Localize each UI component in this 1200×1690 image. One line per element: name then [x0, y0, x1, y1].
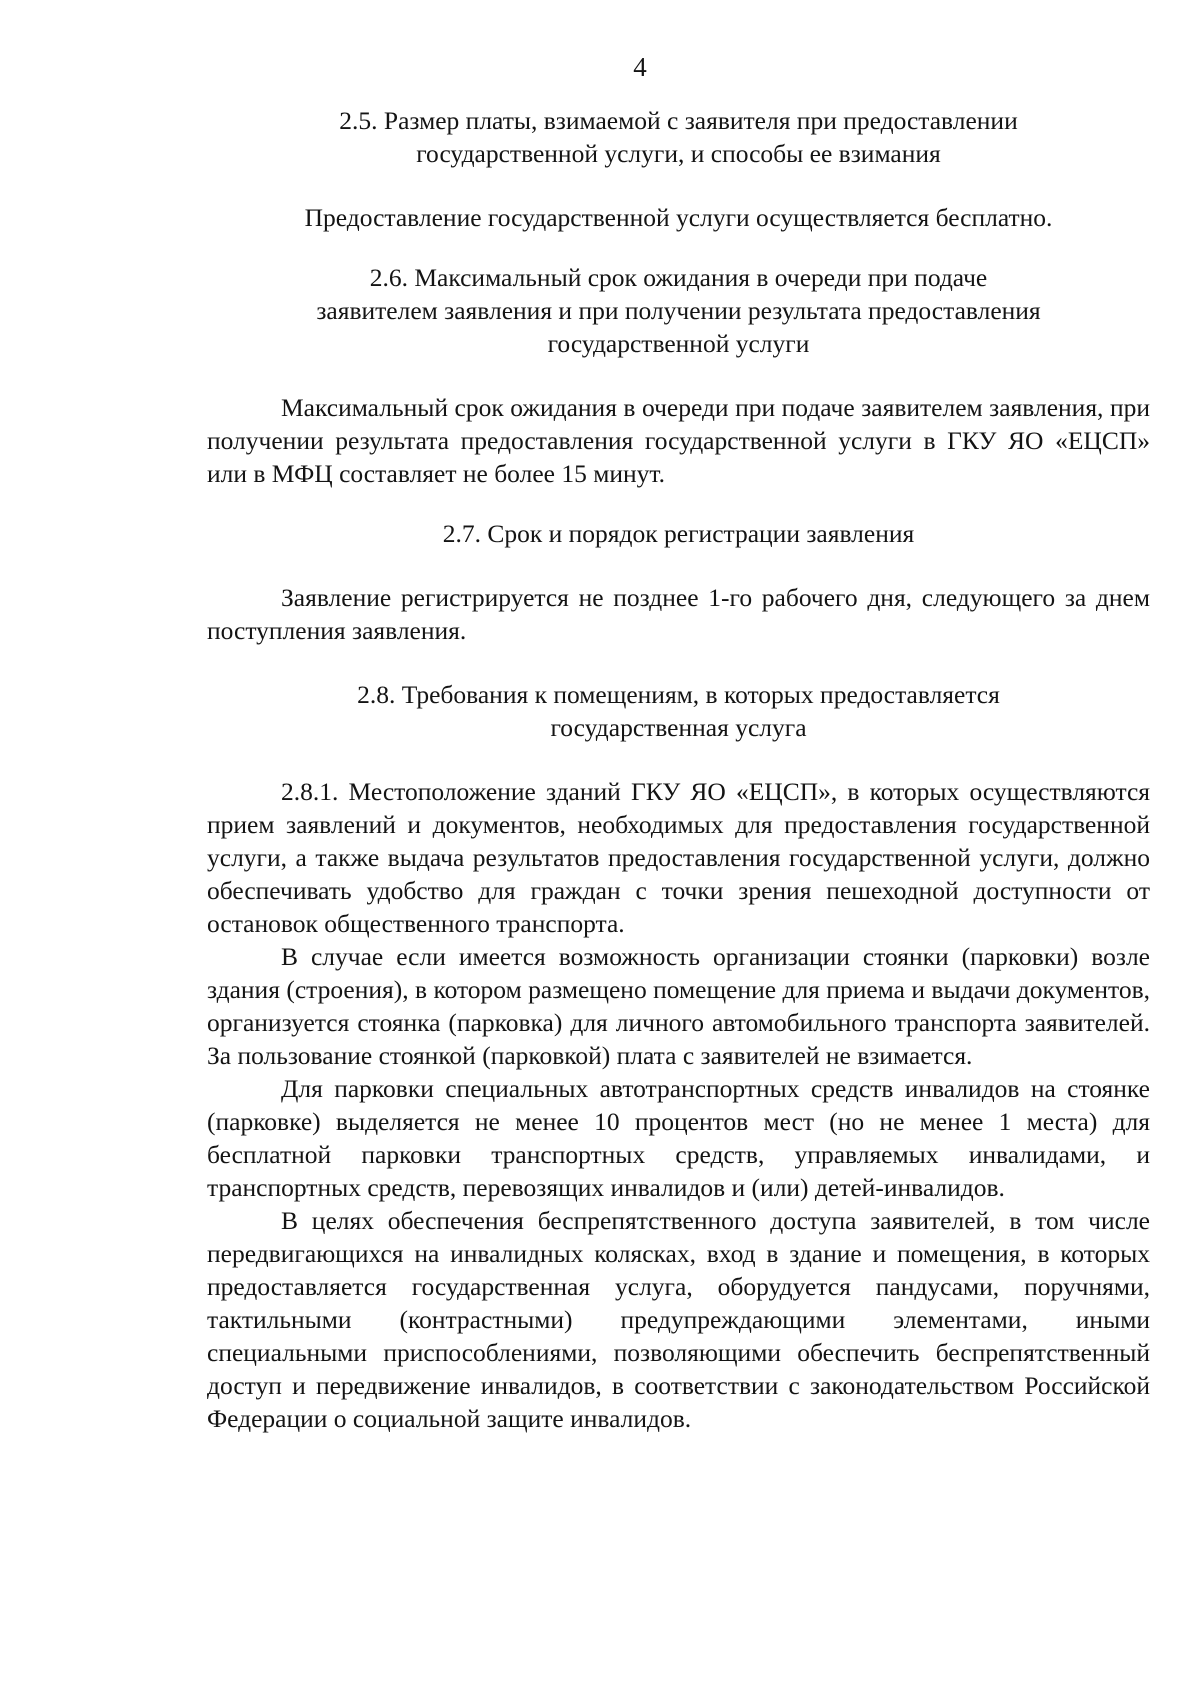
heading-line: заявителем заявления и при получении результата предоставления [316, 296, 1041, 325]
document-body [207, 104, 1150, 1435]
heading-line: 2.7. Срок и порядок регистрации заявления [442, 519, 915, 548]
paragraph-parking: В случае если имеется возможность организации стоянки (парковки) возле здания (строения), в котором размещено помещение для приема и выдачи документов, организуется стоянка (парковка) для личного автомобильного транспорта заявителей. За пользование стоянкой (парковкой) плата с заявителей не взимается. [207, 942, 1150, 1070]
section-heading-2-7 [207, 517, 1150, 550]
section-heading-2-5 [207, 104, 1150, 170]
heading-line: 2.5. Размер платы, взимаемой с заявителя при предоставлении [339, 106, 1018, 135]
paragraph-accessibility: В целях обеспечения беспрепятственного доступа заявителей, в том числе передвигающихся на инвалидных колясках, вход в здание и помещения, в которых предоставляется государственная услуга, оборудуется пандусами, поручнями, тактильными (контрастными) предупреждающими элементами, иными специальными приспособлениями, позволяющими обеспечить беспрепятственный доступ и передвижение инвалидов, в соответствии с законодательством Российской Федерации о социальной защите инвалидов. [207, 1206, 1150, 1433]
heading-line: государственной услуги, и способы ее взимания [416, 139, 941, 168]
paragraph-2-8-1: 2.8.1. Местоположение зданий ГКУ ЯО «ЕЦСП», в которых осуществляются прием заявлений и документов, необходимых для предоставления государственной услуги, а также выдача результатов предоставления государственной услуги, должно обеспечивать удобство для граждан с точки зрения пешеходной доступности от остановок общественного транспорта. [207, 777, 1150, 938]
heading-line: государственной услуги [547, 329, 810, 358]
heading-line: 2.6. Максимальный срок ожидания в очереди при подаче [369, 263, 988, 292]
section-text-2-6: Максимальный срок ожидания в очереди при подаче заявителем заявления, при получении результата предоставления государственной услуги в ГКУ ЯО «ЕЦСП» или в МФЦ составляет не более 15 минут. [207, 393, 1150, 488]
heading-line: 2.8. Требования к помещениям, в которых предоставляется [357, 680, 1000, 709]
paragraph-disabled-parking: Для парковки специальных автотранспортных средств инвалидов на стоянке (парковке) выделяется не менее 10 процентов мест (но не менее 1 места) для бесплатной парковки транспортных средств, управляемых инвалидами, и транспортных средств, перевозящих инвалидов и (или) детей-инвалидов. [207, 1074, 1150, 1202]
section-text-2-5: Предоставление государственной услуги осуществляется бесплатно. [304, 203, 1053, 232]
heading-line: государственная услуга [550, 713, 807, 742]
section-heading-2-8 [207, 678, 1150, 744]
section-text-2-7: Заявление регистрируется не позднее 1-го рабочего дня, следующего за днем поступления заявления. [207, 583, 1150, 645]
page-number: 4 [633, 52, 647, 82]
section-heading-2-6 [207, 261, 1150, 360]
